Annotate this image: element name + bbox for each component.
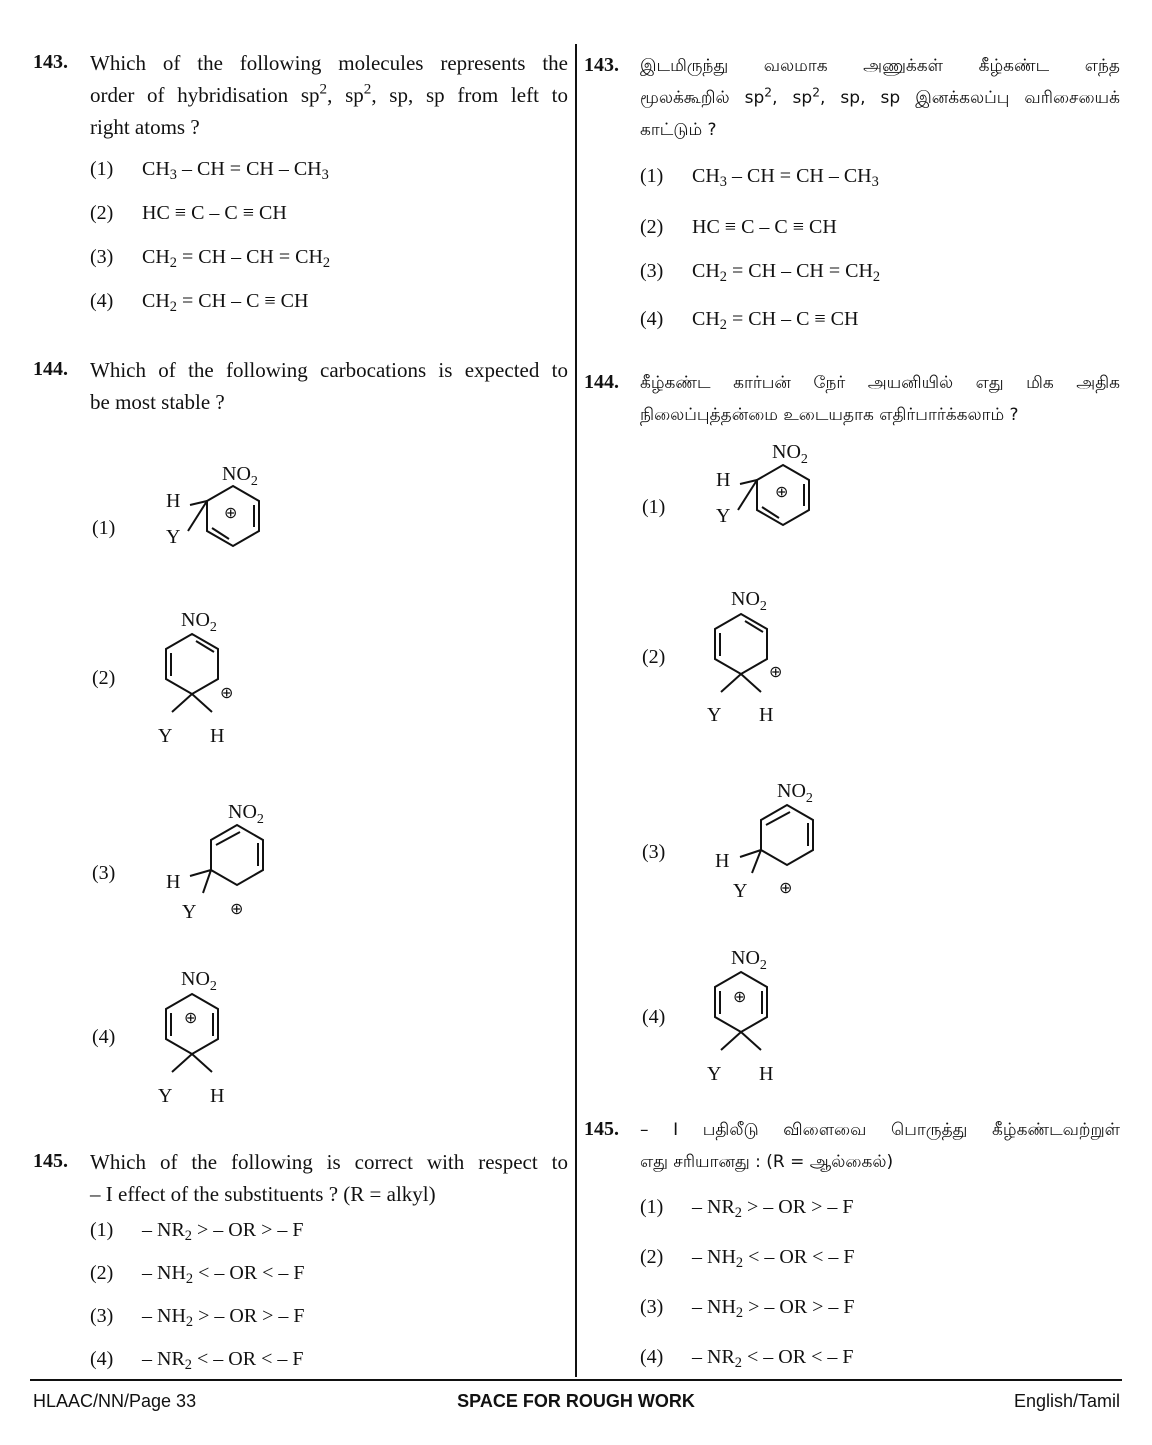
question-number: 145. <box>584 1118 619 1140</box>
question-line: – I effect of the substituents ? (R = alkyl) <box>90 1182 436 1206</box>
question-number: 144. <box>33 358 68 380</box>
structure-3 <box>190 825 263 893</box>
question-line: மூலக்கூறில் $sp^2$, $sp^2$, sp, sp இனக்கலப்பு வரிசையைக் <box>640 85 1120 108</box>
question-text <box>90 1146 568 1210</box>
carbocation-structures-right <box>578 0 1152 1110</box>
question-number: 144. <box>584 371 619 393</box>
footer-rule <box>30 1379 1122 1381</box>
option-number: (3) <box>642 841 666 863</box>
carbocation-plus-icon: ⊕ <box>769 664 783 681</box>
option-formula: – $NH_2$ < – OR < – F <box>142 1262 305 1288</box>
option <box>90 1348 304 1374</box>
option-number: (1) <box>92 517 116 539</box>
question-line: நிலைப்புத்தன்மை உடையதாக எதிர்பார்க்கலாம் ? <box>640 405 1019 425</box>
y-label: Y <box>158 725 173 747</box>
structure-3 <box>740 805 813 873</box>
structure-4 <box>715 972 767 1050</box>
carbocation-plus-icon: ⊕ <box>733 989 747 1006</box>
option-formula: $CH_2$ = CH – CH = $CH_2$ <box>142 246 331 272</box>
option-formula: – $NH_2$ < – OR < – F <box>692 1246 855 1272</box>
carbocation-plus-icon: ⊕ <box>779 880 793 897</box>
structure-2 <box>715 614 767 692</box>
question-number: 145. <box>33 1150 68 1172</box>
question-line: be most stable ? <box>90 390 225 414</box>
option-number: (1) <box>90 1219 114 1241</box>
question-number: 143. <box>584 54 619 76</box>
option-number: (2) <box>640 216 664 238</box>
option-number: (2) <box>92 667 116 689</box>
option <box>90 1262 305 1288</box>
question-line: எது சரியானது : (R = ஆல்கைல்) <box>640 1152 894 1172</box>
carbocation-plus-icon: ⊕ <box>184 1010 198 1027</box>
rough-work-label: SPACE FOR ROUGH WORK <box>457 1391 695 1411</box>
option-formula: – $NR_2$ < – OR < – F <box>692 1346 854 1372</box>
question-line: இடமிருந்து வலமாக அணுக்கள் கீழ்கண்ட எந்த <box>640 56 1120 76</box>
question-line: right atoms ? <box>90 115 200 139</box>
carbocation-plus-icon: ⊕ <box>220 685 234 702</box>
option-formula: HC ≡ C – C ≡ CH <box>142 202 287 224</box>
nitro-label: $NO_2$ <box>772 441 808 467</box>
option <box>640 1296 855 1322</box>
structure-2 <box>166 634 218 712</box>
y-label: Y <box>707 1063 722 1085</box>
structure-4 <box>166 994 218 1072</box>
option-number: (3) <box>90 246 114 268</box>
y-label: Y <box>707 704 722 726</box>
question-line: Which of the following is correct with respect to <box>90 1150 568 1174</box>
h-label: H <box>210 1085 225 1107</box>
question-number: 143. <box>33 51 68 73</box>
nitro-label: $NO_2$ <box>777 780 813 806</box>
option-number: (3) <box>640 260 664 282</box>
y-label: Y <box>158 1085 173 1107</box>
option-number: (4) <box>640 308 664 330</box>
option <box>640 1196 854 1222</box>
option-formula: HC ≡ C – C ≡ CH <box>692 216 837 238</box>
option <box>640 1246 855 1272</box>
h-label: H <box>715 850 730 872</box>
option-formula: $CH_2$ = CH – C ≡ CH <box>142 290 309 316</box>
option-formula: – $NR_2$ > – OR > – F <box>142 1219 304 1245</box>
option-number: (3) <box>640 1296 664 1318</box>
option-formula: – $NH_2$ > – OR > – F <box>692 1296 855 1322</box>
option-number: (2) <box>642 646 666 668</box>
option-number: (4) <box>90 1348 114 1370</box>
option-formula: – $NH_2$ > – OR > – F <box>142 1305 305 1331</box>
nitro-label: $NO_2$ <box>222 463 258 489</box>
question-text <box>640 1114 1120 1178</box>
nitro-label: $NO_2$ <box>731 947 767 973</box>
y-label: Y <box>733 880 748 902</box>
option-formula: $CH_2$ = CH – CH = $CH_2$ <box>692 260 881 286</box>
option-number: (3) <box>90 1305 114 1327</box>
nitro-label: $NO_2$ <box>181 609 217 635</box>
question-line: கீழ்கண்ட கார்பன் நேர் அயனியில் எது மிக அதிக <box>640 373 1120 393</box>
page-code: HLAAC/NN/Page 33 <box>33 1391 197 1411</box>
h-label: H <box>716 469 731 491</box>
option-number: (1) <box>90 158 114 180</box>
option-number: (1) <box>640 165 664 187</box>
option-number: (2) <box>90 202 114 224</box>
nitro-label: $NO_2$ <box>731 588 767 614</box>
option-number: (2) <box>90 1262 114 1284</box>
language-label: English/Tamil <box>1013 1391 1120 1411</box>
question-line: – I பதிலீடு விளைவை பொருத்து கீழ்கண்டவற்றுள் <box>640 1120 1120 1140</box>
option-formula: – $NR_2$ < – OR < – F <box>142 1348 304 1374</box>
carbocation-structures-left <box>0 0 576 1140</box>
h-label: H <box>759 704 774 726</box>
question-line: Which of the following carbocations is expected to <box>90 358 568 382</box>
option <box>90 1219 304 1245</box>
nitro-label: $NO_2$ <box>181 968 217 994</box>
h-label: H <box>166 490 181 512</box>
nitro-label: $NO_2$ <box>228 801 264 827</box>
option-number: (4) <box>92 1026 116 1048</box>
h-label: H <box>759 1063 774 1085</box>
option-number: (3) <box>92 862 116 884</box>
carbocation-plus-icon: ⊕ <box>230 901 244 918</box>
y-label: Y <box>716 505 731 527</box>
option-formula: – $NR_2$ > – OR > – F <box>692 1196 854 1222</box>
option-number: (2) <box>640 1246 664 1268</box>
question-line: order of hybridisation $sp^2$, $sp^2$, sp, sp from left to <box>90 81 568 107</box>
option-number: (4) <box>640 1346 664 1368</box>
option <box>90 1305 305 1331</box>
carbocation-plus-icon: ⊕ <box>775 484 789 501</box>
question-line: Which of the following molecules represents the <box>90 51 568 75</box>
option <box>640 1346 854 1372</box>
y-label: Y <box>166 526 181 548</box>
option-number: (4) <box>90 290 114 312</box>
option-formula: $CH_3$ – CH = CH – $CH_3$ <box>692 165 879 191</box>
question-line: காட்டும் ? <box>640 120 717 140</box>
option-formula: $CH_3$ – CH = CH – $CH_3$ <box>142 158 329 184</box>
h-label: H <box>210 725 225 747</box>
option-number: (1) <box>640 1196 664 1218</box>
option-number: (1) <box>642 496 666 518</box>
h-label: H <box>166 871 181 893</box>
option-number: (4) <box>642 1006 666 1028</box>
y-label: Y <box>182 901 197 923</box>
option-formula: $CH_2$ = CH – C ≡ CH <box>692 308 859 334</box>
carbocation-plus-icon: ⊕ <box>224 505 238 522</box>
structure-1 <box>738 465 809 525</box>
